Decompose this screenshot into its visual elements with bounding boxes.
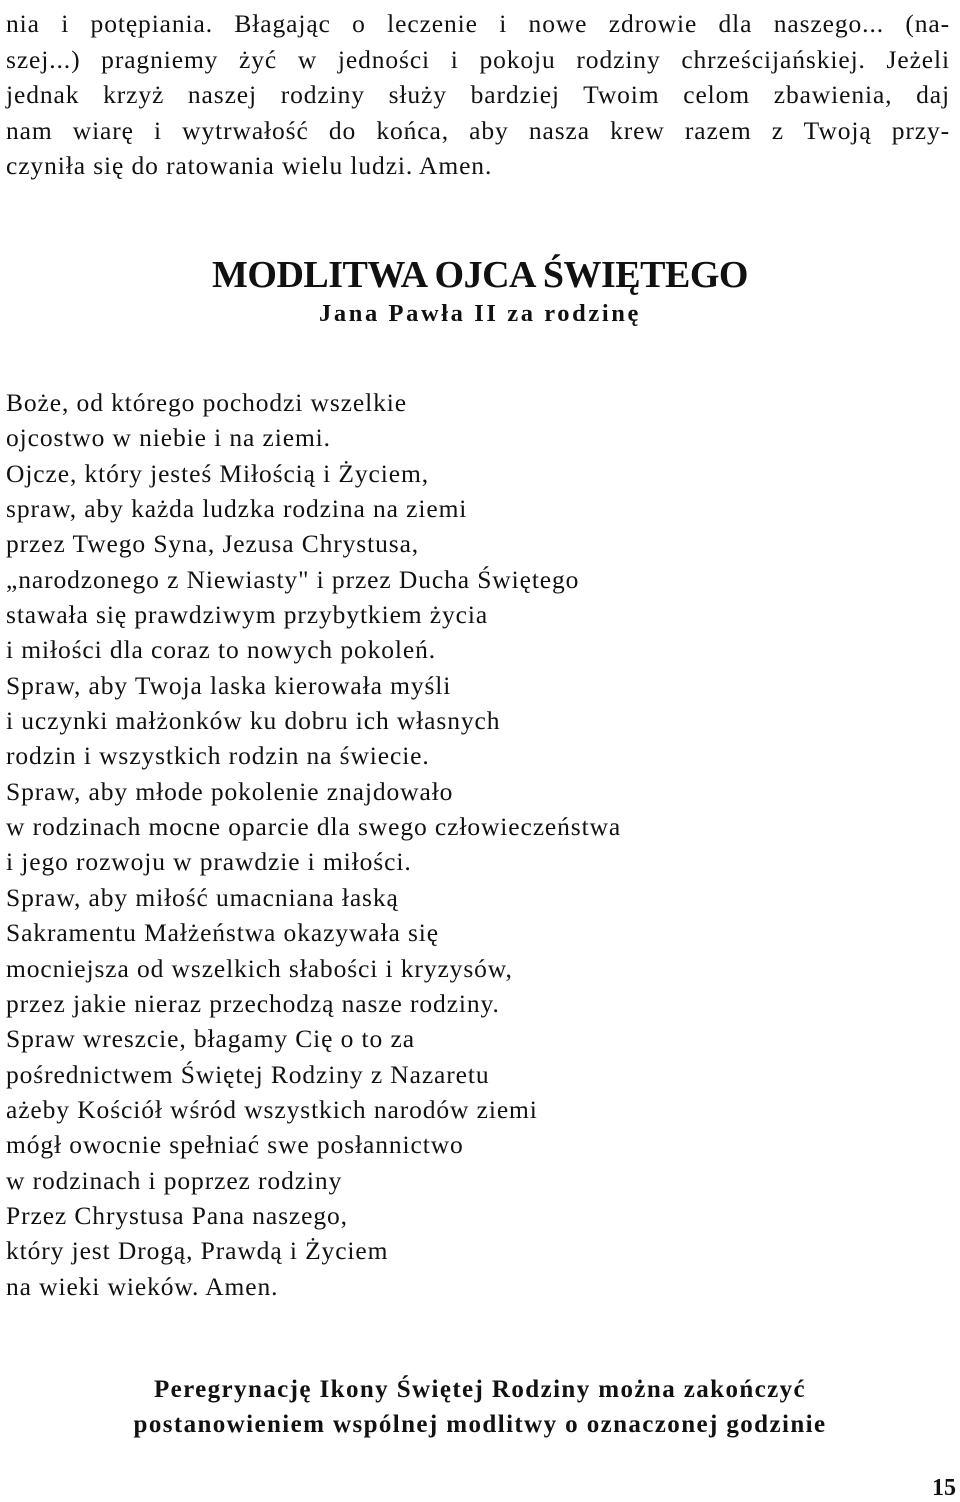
prayer-line: Sakramentu Małżeństwa okazywała się xyxy=(6,918,439,948)
prayer-line: Ojcze, który jesteś Miłością i Życiem, xyxy=(6,458,429,488)
prayer-subtitle: Jana Pawła II za rodzinę xyxy=(319,300,641,327)
intro-line: czyniła się do ratowania wielu ludzi. Amen. xyxy=(6,151,493,180)
prayer-line: na wieki wieków. Amen. xyxy=(6,1271,279,1301)
prayer-line: Boże, od którego pochodzi wszelkie xyxy=(6,388,407,417)
closing-line: Peregrynację Ikony Świętej Rodziny można zakończyć xyxy=(153,1376,807,1403)
intro-line: szej...) pragniemy żyć w jedności i pokoju rodziny chrześcijańskiej. Jeżeli xyxy=(6,44,950,74)
intro-line: jednak krzyż naszej rodziny służy bardziej Twoim celom zbawienia, daj xyxy=(6,80,950,109)
prayer-line: Spraw wreszcie, błagamy Cię o to za xyxy=(6,1024,415,1054)
prayer-line: Spraw, aby młode pokolenie znajdowało xyxy=(6,776,454,806)
prayer-line: mocniejsza od wszelkich słabości i kryzysów, xyxy=(6,953,513,983)
intro-paragraph xyxy=(6,6,950,184)
prayer-line: pośrednictwem Świętej Rodziny z Nazaretu xyxy=(6,1059,490,1089)
closing-note xyxy=(0,1372,960,1442)
prayer-line: Spraw, aby miłość umacniana łaską xyxy=(6,882,399,912)
prayer-line: rodzin i wszystkich rodzin na świecie. xyxy=(6,741,430,771)
prayer-line: Przez Chrystusa Pana naszego, xyxy=(6,1200,348,1230)
intro-line: nam wiarę i wytrwałość do końca, aby nasza krew razem z Twoją przy- xyxy=(6,115,950,145)
prayer-line: spraw, aby każda ludzka rodzina na ziemi xyxy=(6,494,468,524)
prayer-line: w rodzinach i poprzez rodziny xyxy=(6,1165,343,1195)
prayer-line: przez Twego Syna, Jezusa Chrystusa, xyxy=(6,529,420,559)
page-number: 15 xyxy=(932,1475,956,1501)
prayer-line: stawała się prawdziwym przybytkiem życia xyxy=(6,600,489,630)
prayer-line: ażeby Kościół wśród wszystkich narodów ziemi xyxy=(6,1094,538,1124)
prayer-title: MODLITWA OJCA ŚWIĘTEGO xyxy=(212,254,748,296)
prayer-line: Spraw, aby Twoja laska kierowała myśli xyxy=(6,670,452,700)
prayer-line: i jego rozwoju w prawdzie i miłości. xyxy=(6,847,412,877)
prayer-line: przez jakie nieraz przechodzą nasze rodziny. xyxy=(6,988,500,1018)
prayer-line: „narodzonego z Niewiasty" i przez Ducha Świętego xyxy=(6,564,580,594)
prayer-line: i miłości dla coraz to nowych pokoleń. xyxy=(6,635,437,665)
prayer-line: mógł owocnie spełniać swe posłannictwo xyxy=(6,1130,464,1160)
prayer-line: w rodzinach mocne oparcie dla swego człowieczeństwa xyxy=(6,812,622,842)
closing-line: postanowieniem wspólnej modlitwy o oznaczonej godzinie xyxy=(133,1411,827,1438)
prayer-text xyxy=(6,385,946,1304)
prayer-line: i uczynki małżonków ku dobru ich własnych xyxy=(6,706,501,736)
prayer-line: ojcostwo w niebie i na ziemi. xyxy=(6,423,331,453)
prayer-line: który jest Drogą, Prawdą i Życiem xyxy=(6,1236,389,1266)
intro-line: nia i potępiania. Błagając o leczenie i nowe zdrowie dla naszego... (na- xyxy=(6,9,950,38)
